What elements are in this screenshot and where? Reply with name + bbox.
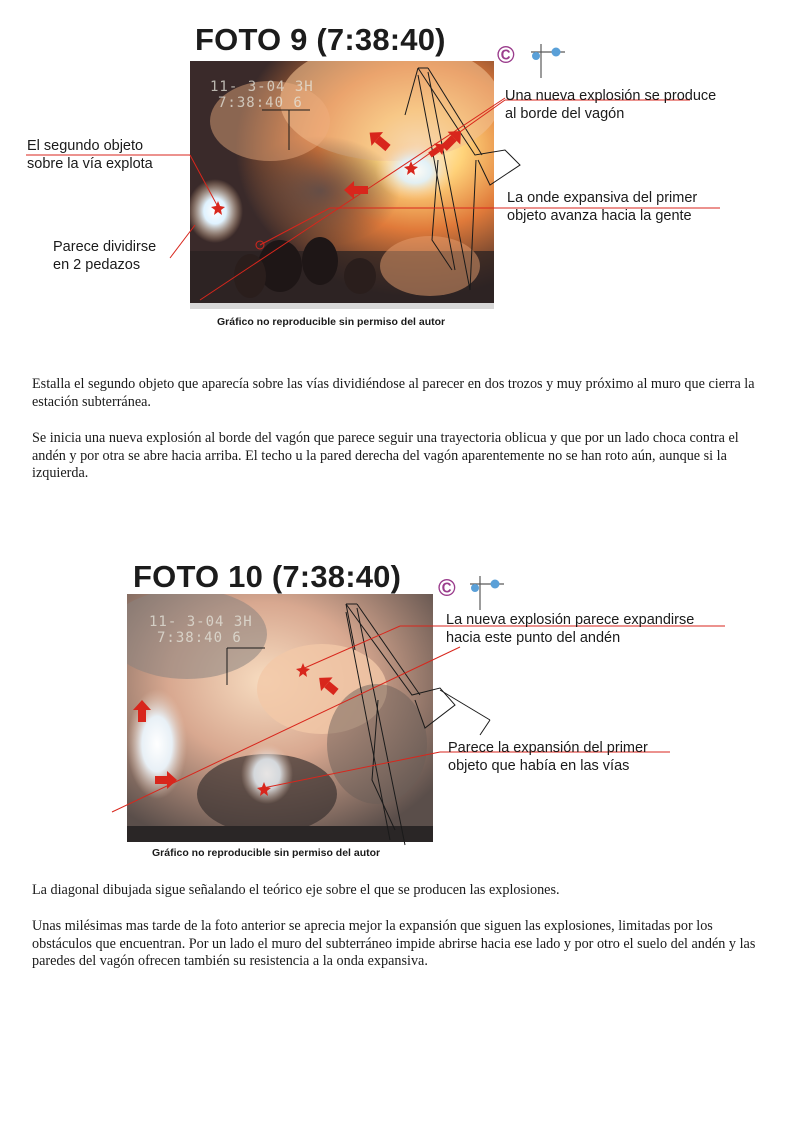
label-first-object: Parece la expansión del primer objeto que había en las vías (448, 740, 648, 774)
author-logo-icon (466, 572, 508, 612)
copyright-icon: © (497, 42, 515, 69)
copyright-icon: © (438, 575, 456, 602)
label-second-object: El segundo objeto sobre la vía explota (27, 138, 153, 172)
photo9-caption: Gráfico no reproducible sin permiso del autor (217, 316, 446, 328)
photo10-timestamp-date: 11- 3-04 3H (149, 614, 253, 630)
photo9-title: FOTO 9 (7:38:40) (195, 22, 446, 57)
paragraph-3: La diagonal dibujada sigue señalando el teórico eje sobre el que se producen las explosiones. (32, 882, 560, 898)
photo9-timestamp-time: 7:38:40 6 (218, 95, 303, 111)
photo10-timestamp-time: 7:38:40 6 (157, 630, 242, 646)
label-new-explosion-10: La nueva explosión parece expandirse hacia este punto del andén (446, 612, 695, 646)
photo10-caption: Gráfico no reproducible sin permiso del autor (152, 847, 381, 859)
label-split: Parece dividirse en 2 pedazos (53, 239, 157, 273)
paragraph-2: Se inicia una nueva explosión al borde del vagón que parece seguir una trayectoria oblicua y que por un lado choca contra el andén y por otra se abre hacia arriba. El techo u la pared derecha del vagón aparentemente no se han roto aún, aunque si la izquierda. (32, 430, 739, 481)
paragraph-4: Unas milésimas mas tarde de la foto anterior se aprecia mejor la expansión que siguen las explosiones, limitadas por los obstáculos que encuentran. Por un lado el muro del subterráneo impide abrirse hacia ese lado y por otro el suelo del andén y las paredes del vagón ofrecen también su resistencia a la onda expansiva. (32, 918, 756, 969)
photo10-image (127, 594, 433, 842)
label-new-explosion-9: Una nueva explosión se produce al borde del vagón (505, 88, 717, 122)
author-logo-icon (527, 40, 569, 80)
paragraph-1: Estalla el segundo objeto que aparecía sobre las vías dividiéndose al parecer en dos trozos y muy próximo al muro que cierra la estación subterránea. (32, 376, 755, 410)
photo10-title: FOTO 10 (7:38:40) (133, 559, 402, 594)
photo9-image (190, 61, 494, 309)
label-shockwave: La onde expansiva del primer objeto avanza hacia la gente (507, 190, 698, 224)
photo9-timestamp-date: 11- 3-04 3H (210, 79, 314, 95)
